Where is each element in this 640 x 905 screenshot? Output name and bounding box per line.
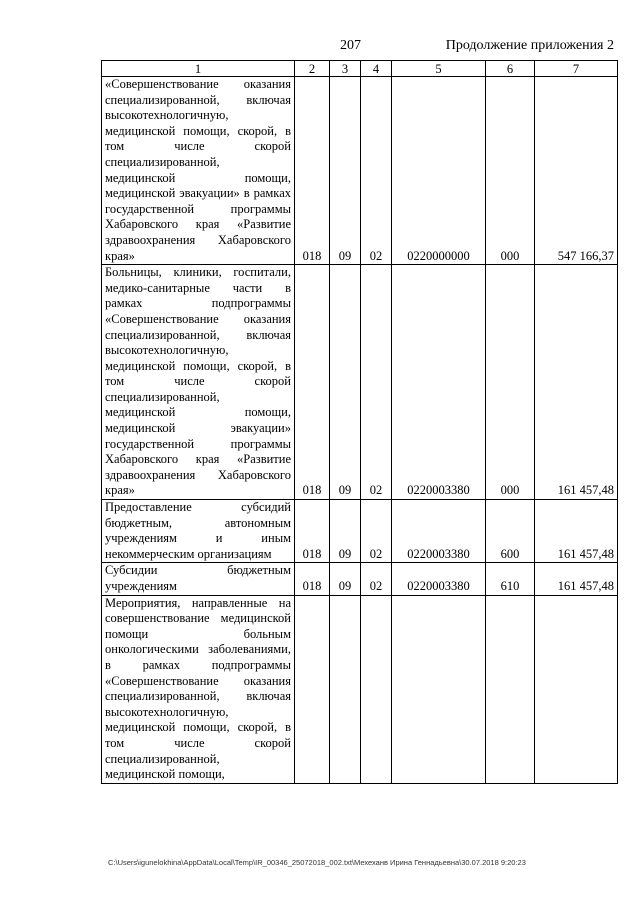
target-article-code: 0220003380 [392,265,486,500]
amount: 161 457,48 [535,265,618,500]
row-name: Предоставление субсидий бюджетным, автономным учреждениям и иным некоммерческим организациям [102,500,295,563]
ministry-code: 018 [295,500,330,563]
ministry-code [295,595,330,783]
table-row [102,77,618,265]
column-header: 7 [535,61,618,77]
column-header: 6 [486,61,535,77]
amount: 161 457,48 [535,500,618,563]
amount [535,595,618,783]
expense-type-code [486,595,535,783]
row-name: Субсидии бюджетным учреждениям [102,563,295,595]
expense-type-code: 600 [486,500,535,563]
ministry-code: 018 [295,265,330,500]
section-code: 09 [330,77,361,265]
subsection-code: 02 [361,563,392,595]
subsection-code: 02 [361,500,392,563]
amount: 161 457,48 [535,563,618,595]
ministry-code: 018 [295,77,330,265]
column-header: 1 [102,61,295,77]
budget-table [101,60,618,784]
section-code: 09 [330,563,361,595]
target-article-code: 0220000000 [392,77,486,265]
column-header: 2 [295,61,330,77]
page-number: 207 [340,38,361,53]
column-header: 4 [361,61,392,77]
expense-type-code: 000 [486,77,535,265]
subsection-code: 02 [361,77,392,265]
subsection-code [361,595,392,783]
row-name: Мероприятия, направленные на совершенствование медицинской помощи больным онкологическими заболеваниями, в рамках подпрограммы «Совершенствование оказания специализированной, включая высокотехнологичную, медицинской помощи, скорой, в том числе скорой специализированной, медицинской помощи, [102,595,295,783]
expense-type-code: 000 [486,265,535,500]
file-path-footer: C:\Users\igunelokhina\AppData\Local\Temp\IR_00346_25072018_002.txt\Мехеханв Ирина Геннадьевна\30.07.2018 9:20:23 [108,858,526,867]
ministry-code: 018 [295,563,330,595]
amount: 547 166,37 [535,77,618,265]
subsection-code: 02 [361,265,392,500]
target-article-code: 0220003380 [392,500,486,563]
row-name: Больницы, клиники, госпитали, медико-санитарные части в рамках подпрограммы «Совершенствование оказания специализированной, включая высокотехнологичную, медицинской помощи, скорой, в том числе скорой специализированной, медицинской помощи, медицинской эвакуации» государственной программы Хабаровского края «Развитие здравоохранения Хабаровского края» [102,265,295,500]
section-code: 09 [330,265,361,500]
table-row [102,595,618,783]
column-header: 3 [330,61,361,77]
table-row [102,265,618,500]
target-article-code: 0220003380 [392,563,486,595]
section-code: 09 [330,500,361,563]
table-row [102,563,618,595]
table-row [102,500,618,563]
expense-type-code: 610 [486,563,535,595]
table-header-row [102,61,618,77]
target-article-code [392,595,486,783]
row-name: «Совершенствование оказания специализированной, включая высокотехнологичную, медицинской помощи, скорой, в том числе скорой специализированной, медицинской помощи, медицинской эвакуации» в рамках государственной программы Хабаровского края «Развитие здравоохранения Хабаровского края» [102,77,295,265]
appendix-continuation: Продолжение приложения 2 [445,38,614,53]
column-header: 5 [392,61,486,77]
section-code [330,595,361,783]
